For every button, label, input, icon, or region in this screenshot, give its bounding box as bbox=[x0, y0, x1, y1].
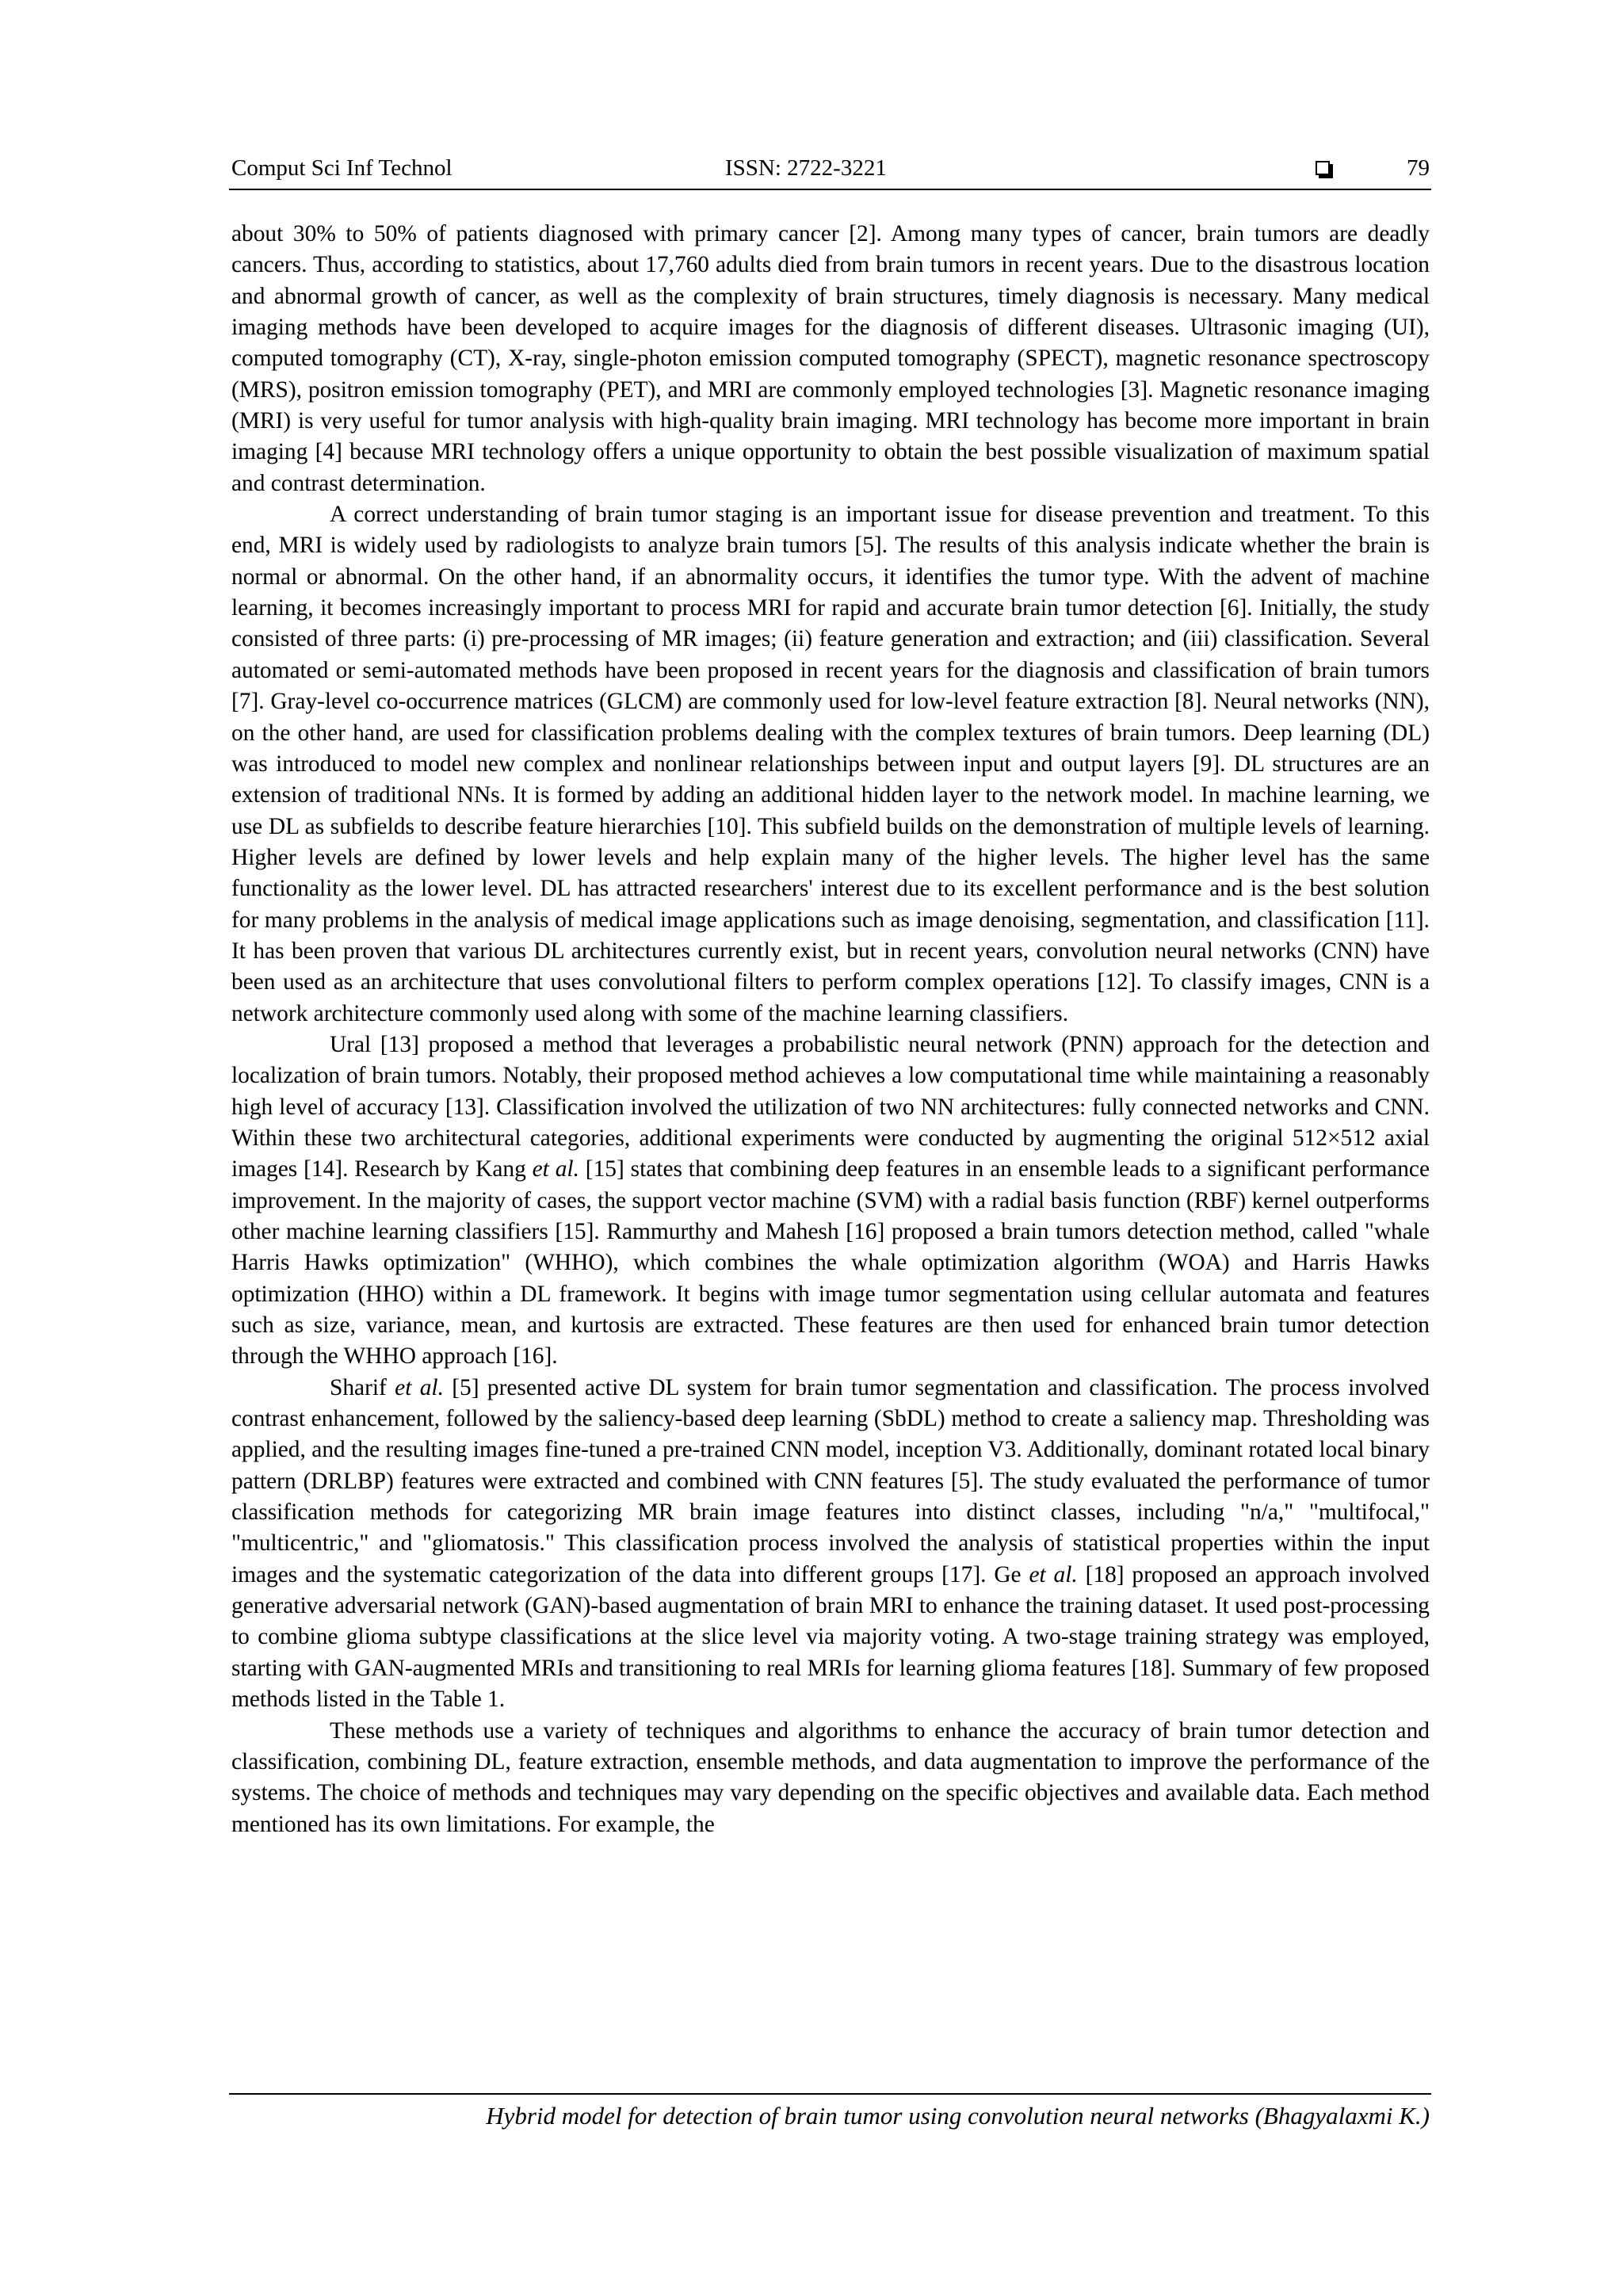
header-rule bbox=[229, 189, 1431, 190]
italic-text: et al. bbox=[532, 1156, 579, 1182]
text-segment: [5] presented active DL system for brain tumor segmentation and classification. The process involved contrast enhancement, followed by the saliency-based deep learning (SbDL) method to create a saliency map. Thresholding was applied, and the resulting images fine-tuned a pre-trained CNN model, inception V3. Additionally, dominant rotated local binary pattern (DRLBP) features were extracted and combined with CNN features [5]. The study evaluated the performance of tumor classification methods for categorizing MR brain image features into distinct classes, including "n/a," "multifocal," "multicentric," and "gliomatosis." This classification process involved the analysis of statistical properties within the input images and the systematic categorization of the data into different groups [17]. Ge bbox=[231, 1374, 1430, 1587]
text-segment: Ural [13] proposed a method that leverages a probabilistic neural network (PNN) approach for the detection and localization of brain tumors. Notably, their proposed method achieves a low computational time while maintaining a reasonably high level of accuracy [13]. Classification involved the utilization of two NN architectures: fully connected networks and CNN. Within these two architectural categories, additional experiments were conducted by augmenting the original 512×512 axial images [14]. Research by Kang bbox=[231, 1031, 1430, 1182]
paragraph bbox=[231, 1030, 1430, 1373]
italic-text: et al. bbox=[395, 1374, 444, 1400]
text-segment: about 30% to 50% of patients diagnosed with primary cancer [2]. Among many types of cancer, brain tumors are deadly cancers. Thus, according to statistics, about 17,760 adults died from brain tumors in recent years. Due to the disastrous location and abnormal growth of cancer, as well as the complexity of brain structures, timely diagnosis is necessary. Many medical imaging methods have been developed to acquire images for the diagnosis of different diseases. Ultrasonic imaging (UI), computed tomography (CT), X-ray, single-photon emission computed tomography (SPECT), magnetic resonance spectroscopy (MRS), positron emission tomography (PET), and MRI are commonly employed technologies [3]. Magnetic resonance imaging (MRI) is very useful for tumor analysis with high-quality brain imaging. MRI technology has become more important in brain imaging [4] because MRI technology offers a unique opportunity to obtain the best possible visualization of maximum spatial and contrast determination. bbox=[231, 221, 1430, 496]
page-number: 79 bbox=[1407, 155, 1430, 181]
text-segment: These methods use a variety of techniques and algorithms to enhance the accuracy of brain tumor detection and classification, combining DL, feature extraction, ensemble methods, and data augmentation to improve the performance of the systems. The choice of methods and techniques may vary depending on the specific objectives and available data. Each method mentioned has its own limitations. For example, the bbox=[231, 1717, 1430, 1837]
text-segment: A correct understanding of brain tumor staging is an important issue for disease prevention and treatment. To this end, MRI is widely used by radiologists to analyze brain tumors [5]. The results of this analysis indicate whether the brain is normal or abnormal. On the other hand, if an abnormality occurs, it identifies the tumor type. With the advent of machine learning, it becomes increasingly important to process MRI for rapid and accurate brain tumor detection [6]. Initially, the study consisted of three parts: (i) pre-processing of MR images; (ii) feature generation and extraction; and (iii) classification. Several automated or semi-automated methods have been proposed in recent years for the diagnosis and classification of brain tumors [7]. Gray-level co-occurrence matrices (GLCM) are commonly used for low-level feature extraction [8]. Neural networks (NN), on the other hand, are used for classification problems dealing with the complex textures of brain tumors. Deep learning (DL) was introduced to model new complex and nonlinear relationships between input and output layers [9]. DL structures are an extension of traditional NNs. It is formed by adding an additional hidden layer to the network model. In machine learning, we use DL as subfields to describe feature hierarchies [10]. This subfield builds on the demonstration of multiple levels of learning. Higher levels are defined by lower levels and help explain many of the higher levels. The higher level has the same functionality as the lower level. DL has attracted researchers' interest due to its excellent performance and is the best solution for many problems in the analysis of medical image applications such as image denoising, segmentation, and classification [11]. It has been proven that various DL architectures currently exist, but in recent years, convolution neural networks (CNN) have been used as an architecture that uses convolutional filters to perform complex operations [12]. To classify images, CNN is a network architecture commonly used along with some of the machine learning classifiers. bbox=[231, 502, 1430, 1026]
paragraph bbox=[231, 499, 1430, 1030]
square-bullet-icon bbox=[1316, 161, 1330, 175]
paragraph bbox=[231, 1373, 1430, 1716]
running-header bbox=[231, 155, 1430, 190]
text-segment: [18] proposed an approach involved generative adversarial network (GAN)-based augmentation of brain MRI to enhance the training dataset. It used post-processing to combine glioma subtype classifications at the slice level via majority voting. A two-stage training strategy was employed, starting with GAN-augmented MRIs and transitioning to real MRIs for learning glioma features [18]. Summary of few proposed methods listed in the Table 1. bbox=[231, 1561, 1430, 1713]
journal-name: Comput Sci Inf Technol bbox=[231, 155, 453, 181]
text-segment: [15] states that combining deep features in an ensemble leads to a significant performance improvement. In the majority of cases, the support vector machine (SVM) with a radial basis function (RBF) kernel outperforms other machine learning classifiers [15]. Rammurthy and Mahesh [16] proposed a brain tumors detection method, called "whale Harris Hawks optimization" (WHHO), which combines the whale optimization algorithm (WOA) and Harris Hawks optimization (HHO) within a DL framework. It begins with image tumor segmentation using cellular automata and features such as size, variance, mean, and kurtosis are extracted. These features are then used for enhanced brain tumor detection through the WHHO approach [16]. bbox=[231, 1156, 1430, 1370]
italic-text: et al. bbox=[1029, 1561, 1078, 1587]
body-text bbox=[231, 219, 1430, 1840]
running-footer: Hybrid model for detection of brain tumor using convolution neural networks (Bhagyalaxmi K.) bbox=[486, 2102, 1430, 2130]
text-segment: Sharif bbox=[330, 1374, 395, 1400]
footer-rule bbox=[229, 2093, 1431, 2095]
paragraph bbox=[231, 1716, 1430, 1840]
issn: ISSN: 2722-3221 bbox=[725, 155, 887, 181]
paragraph bbox=[231, 219, 1430, 499]
